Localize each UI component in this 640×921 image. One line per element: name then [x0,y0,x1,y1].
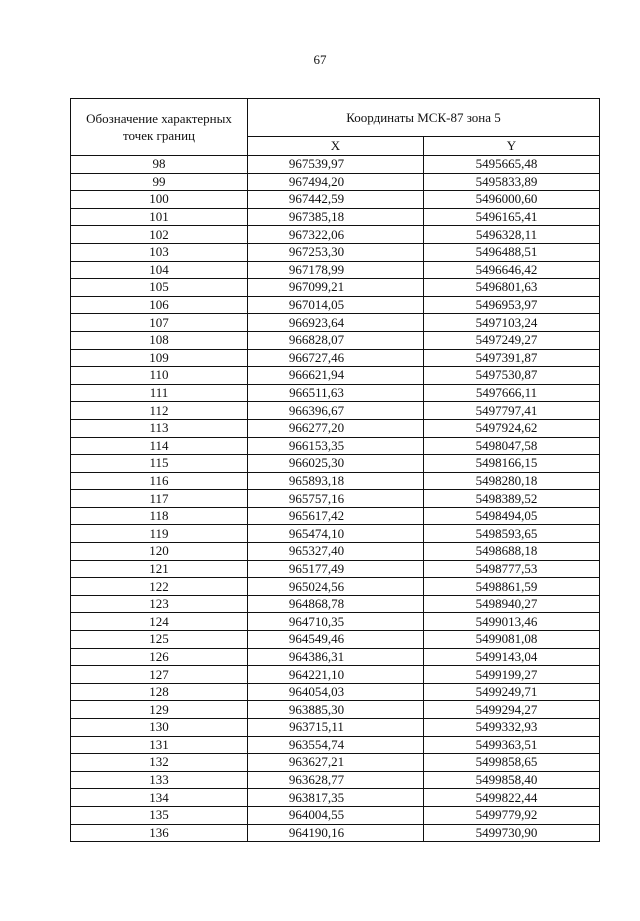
point-cell: 113 [71,419,248,437]
x-coordinate-cell: 966828,07 [248,331,424,349]
header-y: Y [424,137,600,156]
point-cell: 120 [71,543,248,561]
table-row [71,367,600,385]
table-row [71,701,600,719]
y-coordinate-cell: 5499822,44 [424,789,600,807]
y-coordinate-cell: 5497249,27 [424,331,600,349]
y-coordinate-cell: 5498494,05 [424,507,600,525]
x-coordinate-cell: 963885,30 [248,701,424,719]
x-coordinate-cell: 963817,35 [248,789,424,807]
x-coordinate-cell: 964221,10 [248,666,424,684]
point-cell: 136 [71,824,248,842]
table-row [71,613,600,631]
point-cell: 100 [71,191,248,209]
point-cell: 122 [71,578,248,596]
x-coordinate-cell: 963554,74 [248,736,424,754]
point-cell: 118 [71,507,248,525]
y-coordinate-cell: 5499779,92 [424,806,600,824]
point-cell: 126 [71,648,248,666]
table-row [71,806,600,824]
x-coordinate-cell: 967322,06 [248,226,424,244]
point-cell: 123 [71,595,248,613]
y-coordinate-cell: 5496953,97 [424,296,600,314]
point-cell: 110 [71,367,248,385]
table-row [71,349,600,367]
x-coordinate-cell: 966277,20 [248,419,424,437]
point-cell: 102 [71,226,248,244]
table-row [71,560,600,578]
table-header [71,99,600,156]
table-row [71,789,600,807]
coordinates-table [70,98,600,842]
table-row [71,156,600,174]
y-coordinate-cell: 5497666,11 [424,384,600,402]
y-coordinate-cell: 5496165,41 [424,208,600,226]
x-coordinate-cell: 965177,49 [248,560,424,578]
point-cell: 106 [71,296,248,314]
x-coordinate-cell: 967442,59 [248,191,424,209]
point-cell: 104 [71,261,248,279]
table-row [71,507,600,525]
point-cell: 135 [71,806,248,824]
x-coordinate-cell: 967014,05 [248,296,424,314]
x-coordinate-cell: 966025,30 [248,455,424,473]
table-row [71,543,600,561]
x-coordinate-cell: 965024,56 [248,578,424,596]
point-cell: 107 [71,314,248,332]
table-row [71,683,600,701]
x-coordinate-cell: 964868,78 [248,595,424,613]
x-coordinate-cell: 964054,03 [248,683,424,701]
y-coordinate-cell: 5497797,41 [424,402,600,420]
table-row [71,631,600,649]
y-coordinate-cell: 5498593,65 [424,525,600,543]
y-coordinate-cell: 5498861,59 [424,578,600,596]
y-coordinate-cell: 5498688,18 [424,543,600,561]
table-row [71,578,600,596]
point-cell: 111 [71,384,248,402]
table-row [71,208,600,226]
y-coordinate-cell: 5499858,65 [424,754,600,772]
x-coordinate-cell: 965617,42 [248,507,424,525]
y-coordinate-cell: 5499294,27 [424,701,600,719]
table-row [71,490,600,508]
x-coordinate-cell: 967253,30 [248,243,424,261]
table-row [71,595,600,613]
point-cell: 134 [71,789,248,807]
x-coordinate-cell: 963628,77 [248,771,424,789]
point-cell: 109 [71,349,248,367]
point-cell: 108 [71,331,248,349]
y-coordinate-cell: 5499013,46 [424,613,600,631]
y-coordinate-cell: 5497924,62 [424,419,600,437]
x-coordinate-cell: 964190,16 [248,824,424,842]
point-cell: 131 [71,736,248,754]
y-coordinate-cell: 5499858,40 [424,771,600,789]
point-cell: 115 [71,455,248,473]
header-coordinates-system: Координаты МСК-87 зона 5 [248,99,600,137]
point-cell: 119 [71,525,248,543]
y-coordinate-cell: 5495665,48 [424,156,600,174]
table-row [71,226,600,244]
x-coordinate-cell: 965474,10 [248,525,424,543]
table-body [71,156,600,842]
x-coordinate-cell: 967099,21 [248,279,424,297]
x-coordinate-cell: 966153,35 [248,437,424,455]
y-coordinate-cell: 5499249,71 [424,683,600,701]
y-coordinate-cell: 5498389,52 [424,490,600,508]
point-cell: 116 [71,472,248,490]
point-cell: 103 [71,243,248,261]
point-cell: 132 [71,754,248,772]
point-cell: 101 [71,208,248,226]
y-coordinate-cell: 5498280,18 [424,472,600,490]
point-cell: 105 [71,279,248,297]
point-cell: 117 [71,490,248,508]
table-row [71,666,600,684]
x-coordinate-cell: 966396,67 [248,402,424,420]
table-row [71,243,600,261]
y-coordinate-cell: 5499143,04 [424,648,600,666]
page-number: 67 [313,52,327,67]
table-row [71,824,600,842]
header-point-designation: Обозначение характерных точек границ [71,99,248,156]
y-coordinate-cell: 5497530,87 [424,367,600,385]
y-coordinate-cell: 5499363,51 [424,736,600,754]
point-cell: 98 [71,156,248,174]
x-coordinate-cell: 965757,16 [248,490,424,508]
x-coordinate-cell: 964549,46 [248,631,424,649]
y-coordinate-cell: 5499081,08 [424,631,600,649]
y-coordinate-cell: 5495833,89 [424,173,600,191]
x-coordinate-cell: 967494,20 [248,173,424,191]
table-row [71,331,600,349]
table-row [71,279,600,297]
point-cell: 133 [71,771,248,789]
x-coordinate-cell: 963627,21 [248,754,424,772]
y-coordinate-cell: 5496328,11 [424,226,600,244]
y-coordinate-cell: 5496488,51 [424,243,600,261]
point-cell: 125 [71,631,248,649]
x-coordinate-cell: 967178,99 [248,261,424,279]
y-coordinate-cell: 5499730,90 [424,824,600,842]
y-coordinate-cell: 5498940,27 [424,595,600,613]
y-coordinate-cell: 5498166,15 [424,455,600,473]
x-coordinate-cell: 963715,11 [248,719,424,737]
point-cell: 124 [71,613,248,631]
table-row [71,754,600,772]
x-coordinate-cell: 966621,94 [248,367,424,385]
x-coordinate-cell: 964004,55 [248,806,424,824]
table-row [71,191,600,209]
table-row [71,173,600,191]
x-coordinate-cell: 966923,64 [248,314,424,332]
table-row [71,314,600,332]
y-coordinate-cell: 5497391,87 [424,349,600,367]
point-cell: 129 [71,701,248,719]
table-row [71,384,600,402]
point-cell: 128 [71,683,248,701]
table-row [71,296,600,314]
table-row [71,472,600,490]
x-coordinate-cell: 964710,35 [248,613,424,631]
point-cell: 99 [71,173,248,191]
point-cell: 127 [71,666,248,684]
table-row [71,402,600,420]
x-coordinate-cell: 967539,97 [248,156,424,174]
table-row [71,736,600,754]
y-coordinate-cell: 5496000,60 [424,191,600,209]
y-coordinate-cell: 5496646,42 [424,261,600,279]
y-coordinate-cell: 5498777,53 [424,560,600,578]
x-coordinate-cell: 965327,40 [248,543,424,561]
y-coordinate-cell: 5499332,93 [424,719,600,737]
table-row [71,525,600,543]
table-row [71,771,600,789]
point-cell: 112 [71,402,248,420]
y-coordinate-cell: 5499199,27 [424,666,600,684]
x-coordinate-cell: 965893,18 [248,472,424,490]
header-row-top [71,99,600,137]
y-coordinate-cell: 5497103,24 [424,314,600,332]
table-row [71,648,600,666]
point-cell: 130 [71,719,248,737]
y-coordinate-cell: 5496801,63 [424,279,600,297]
table-row [71,455,600,473]
table-row [71,419,600,437]
table-row [71,261,600,279]
table-row [71,719,600,737]
header-x: X [248,137,424,156]
point-cell: 114 [71,437,248,455]
x-coordinate-cell: 966511,63 [248,384,424,402]
x-coordinate-cell: 966727,46 [248,349,424,367]
x-coordinate-cell: 964386,31 [248,648,424,666]
y-coordinate-cell: 5498047,58 [424,437,600,455]
table-row [71,437,600,455]
point-cell: 121 [71,560,248,578]
x-coordinate-cell: 967385,18 [248,208,424,226]
